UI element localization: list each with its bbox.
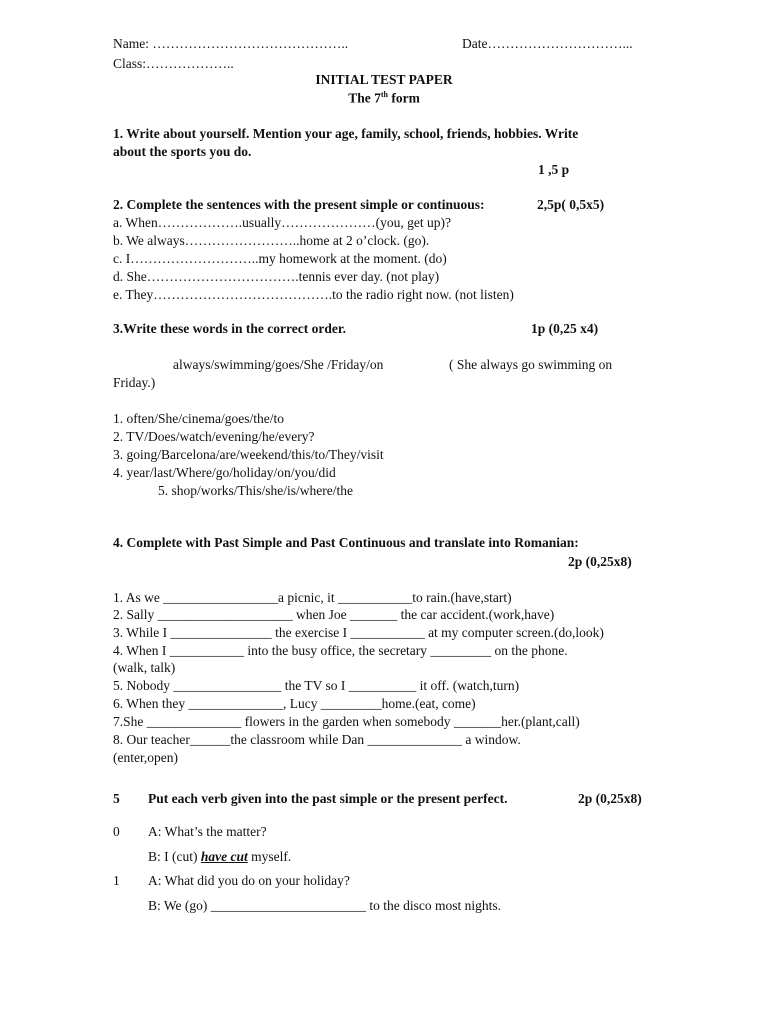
page-subtitle (0, 90, 768, 107)
ex4-item: 8. Our teacher______the classroom while Dan ______________ a window. (113, 732, 521, 747)
ex1-heading-line2: about the sports you do. (113, 144, 252, 159)
ex5-points: 2p (0,25x8) (578, 791, 642, 806)
ex5-item-a: A: What’s the matter? (148, 824, 267, 839)
name-field-line: Name: …………………………………….. (113, 36, 349, 51)
ex5-b-post: myself. (247, 849, 292, 864)
ex5-heading: Put each verb given into the past simple or the present perfect. (148, 791, 508, 806)
ex3-item: 3. going/Barcelona/are/weekend/this/to/They/visit (113, 447, 384, 462)
ex2-item: d. She…………………………….tennis ever day. (not play) (113, 269, 440, 284)
ex3-item: 1. often/She/cinema/goes/the/to (113, 411, 284, 426)
subtitle-post: form (387, 90, 420, 106)
ex3-item: 4. year/last/Where/go/holiday/on/you/did (113, 465, 336, 480)
ex4-item-cont: (enter,open) (113, 750, 179, 765)
ex2-item: b. We always……………………..home at 2 o’clock. (go). (113, 233, 430, 248)
ex5-item-num: 1 (113, 873, 120, 888)
ex5-number: 5 (113, 791, 120, 806)
ex2-item: c. I………………………..my homework at the moment. (do) (113, 251, 447, 266)
subtitle-pre: The 7 (348, 90, 381, 106)
ex3-heading: 3.Write these words in the correct order. (113, 321, 346, 336)
ex3-points: 1p (0,25 x4) (531, 321, 599, 336)
ex4-item: 5. Nobody ________________ the TV so I __________ it off. (watch,turn) (113, 678, 520, 693)
ex4-item: 3. While I _______________ the exercise I ___________ at my computer screen.(do,look) (113, 625, 604, 640)
ex5-item-b (148, 849, 291, 865)
ex4-item: 6. When they ______________, Lucy _________home.(eat, come) (113, 696, 476, 711)
ex4-item: 7.She ______________ flowers in the garden when somebody _______her.(plant,call) (113, 714, 580, 729)
ex2-item: a. When……………….usually…………………(you, get up)? (113, 215, 451, 230)
ex3-item: 5. shop/works/This/she/is/where/the (158, 483, 353, 498)
ex5-item-a: A: What did you do on your holiday? (148, 873, 350, 888)
ex1-heading-line1: 1. Write about yourself. Mention your age, family, school, friends, hobbies. Write (113, 126, 579, 141)
ex4-points: 2p (0,25x8) (568, 554, 632, 569)
ex5-b-answer: have cut (200, 849, 248, 864)
ex5-item-num: 0 (113, 824, 120, 839)
ex4-heading: 4. Complete with Past Simple and Past Continuous and translate into Romanian: (113, 535, 579, 550)
page-title: INITIAL TEST PAPER (315, 72, 453, 87)
ex5-item-b: B: We (go) _______________________ to the disco most nights. (148, 898, 502, 913)
ex4-item: 2. Sally ____________________ when Joe _______ the car accident.(work,have) (113, 607, 555, 622)
date-field-line: Date…………………………... (462, 36, 633, 51)
ex2-heading: 2. Complete the sentences with the present simple or continuous: (113, 197, 485, 212)
ex2-item: e. They………………………………….to the radio right now. (not listen) (113, 287, 514, 302)
subtitle-sup: th (380, 90, 388, 99)
ex3-item: 2. TV/Does/watch/evening/he/every? (113, 429, 315, 444)
ex4-item: 1. As we _________________a picnic, it ___________to rain.(have,start) (113, 590, 512, 605)
ex3-example-answer-cont: Friday.) (113, 375, 156, 390)
ex5-b-pre: B: I (cut) (148, 849, 201, 864)
ex3-example-words: always/swimming/goes/She /Friday/on (173, 357, 384, 372)
class-field-line: Class:……………….. (113, 56, 234, 71)
ex4-item-cont: (walk, talk) (113, 660, 176, 675)
ex3-example-answer: ( She always go swimming on (449, 357, 613, 372)
ex4-item: 4. When I ___________ into the busy office, the secretary _________ on the phone. (113, 643, 568, 658)
ex2-points: 2,5p( 0,5x5) (537, 197, 605, 212)
ex1-points: 1 ,5 p (538, 162, 570, 177)
